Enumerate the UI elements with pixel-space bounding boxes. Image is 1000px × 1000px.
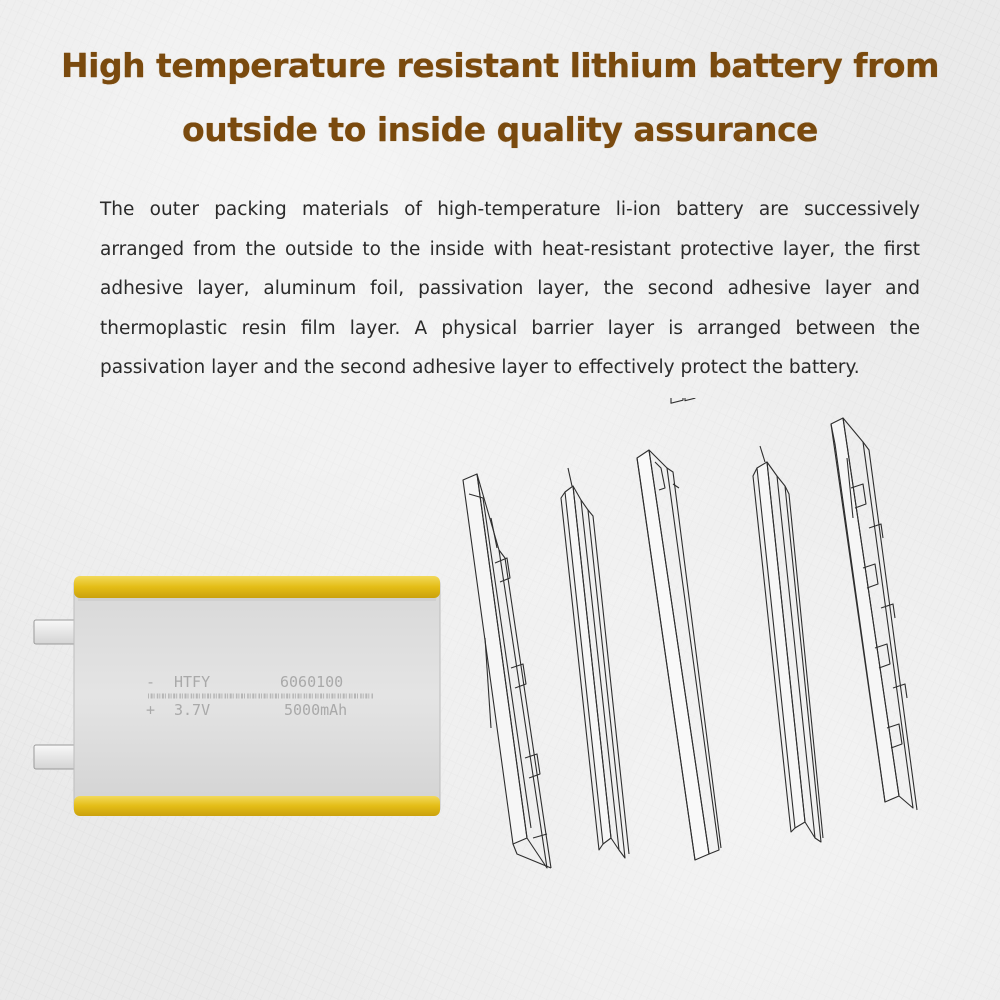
headline-line-1: High temperature resistant lithium battery from — [61, 46, 939, 85]
layer-adhesive-1 — [561, 468, 629, 858]
battery-body — [74, 578, 440, 814]
battery-tab-bottom — [34, 745, 78, 769]
battery-label-minus: - — [146, 673, 156, 691]
battery-label-capacity: 5000mAh — [284, 701, 348, 719]
battery-edge-bottom — [74, 796, 440, 816]
headline-line-2: outside to inside quality assurance — [182, 110, 818, 149]
battery-label-voltage: 3.7V — [174, 701, 211, 719]
battery-label-plus: + — [146, 701, 156, 719]
layer-aluminum-foil — [637, 398, 721, 860]
battery-label-model: 6060100 — [280, 673, 344, 691]
exploded-layer-diagram — [455, 398, 975, 878]
battery-label-brand: HTFY — [174, 673, 211, 691]
layer-passivation — [753, 446, 823, 842]
battery-illustration — [28, 570, 448, 820]
description-paragraph: The outer packing materials of high-temperature li-ion battery are successively arranged from the outside to the inside with heat-resistant protective layer, the first adhesive layer, aluminum foil, passivation layer, the second adhesive layer and thermoplastic resin film layer. A physical barrier layer is arranged between the passivation layer and the second adhesive layer to effectively protect the battery. — [100, 199, 920, 378]
layer-outer-pouch — [463, 474, 551, 868]
battery-tab-top — [34, 620, 78, 644]
battery-edge-top — [74, 576, 440, 598]
layer-thermoplastic-film — [831, 418, 917, 810]
